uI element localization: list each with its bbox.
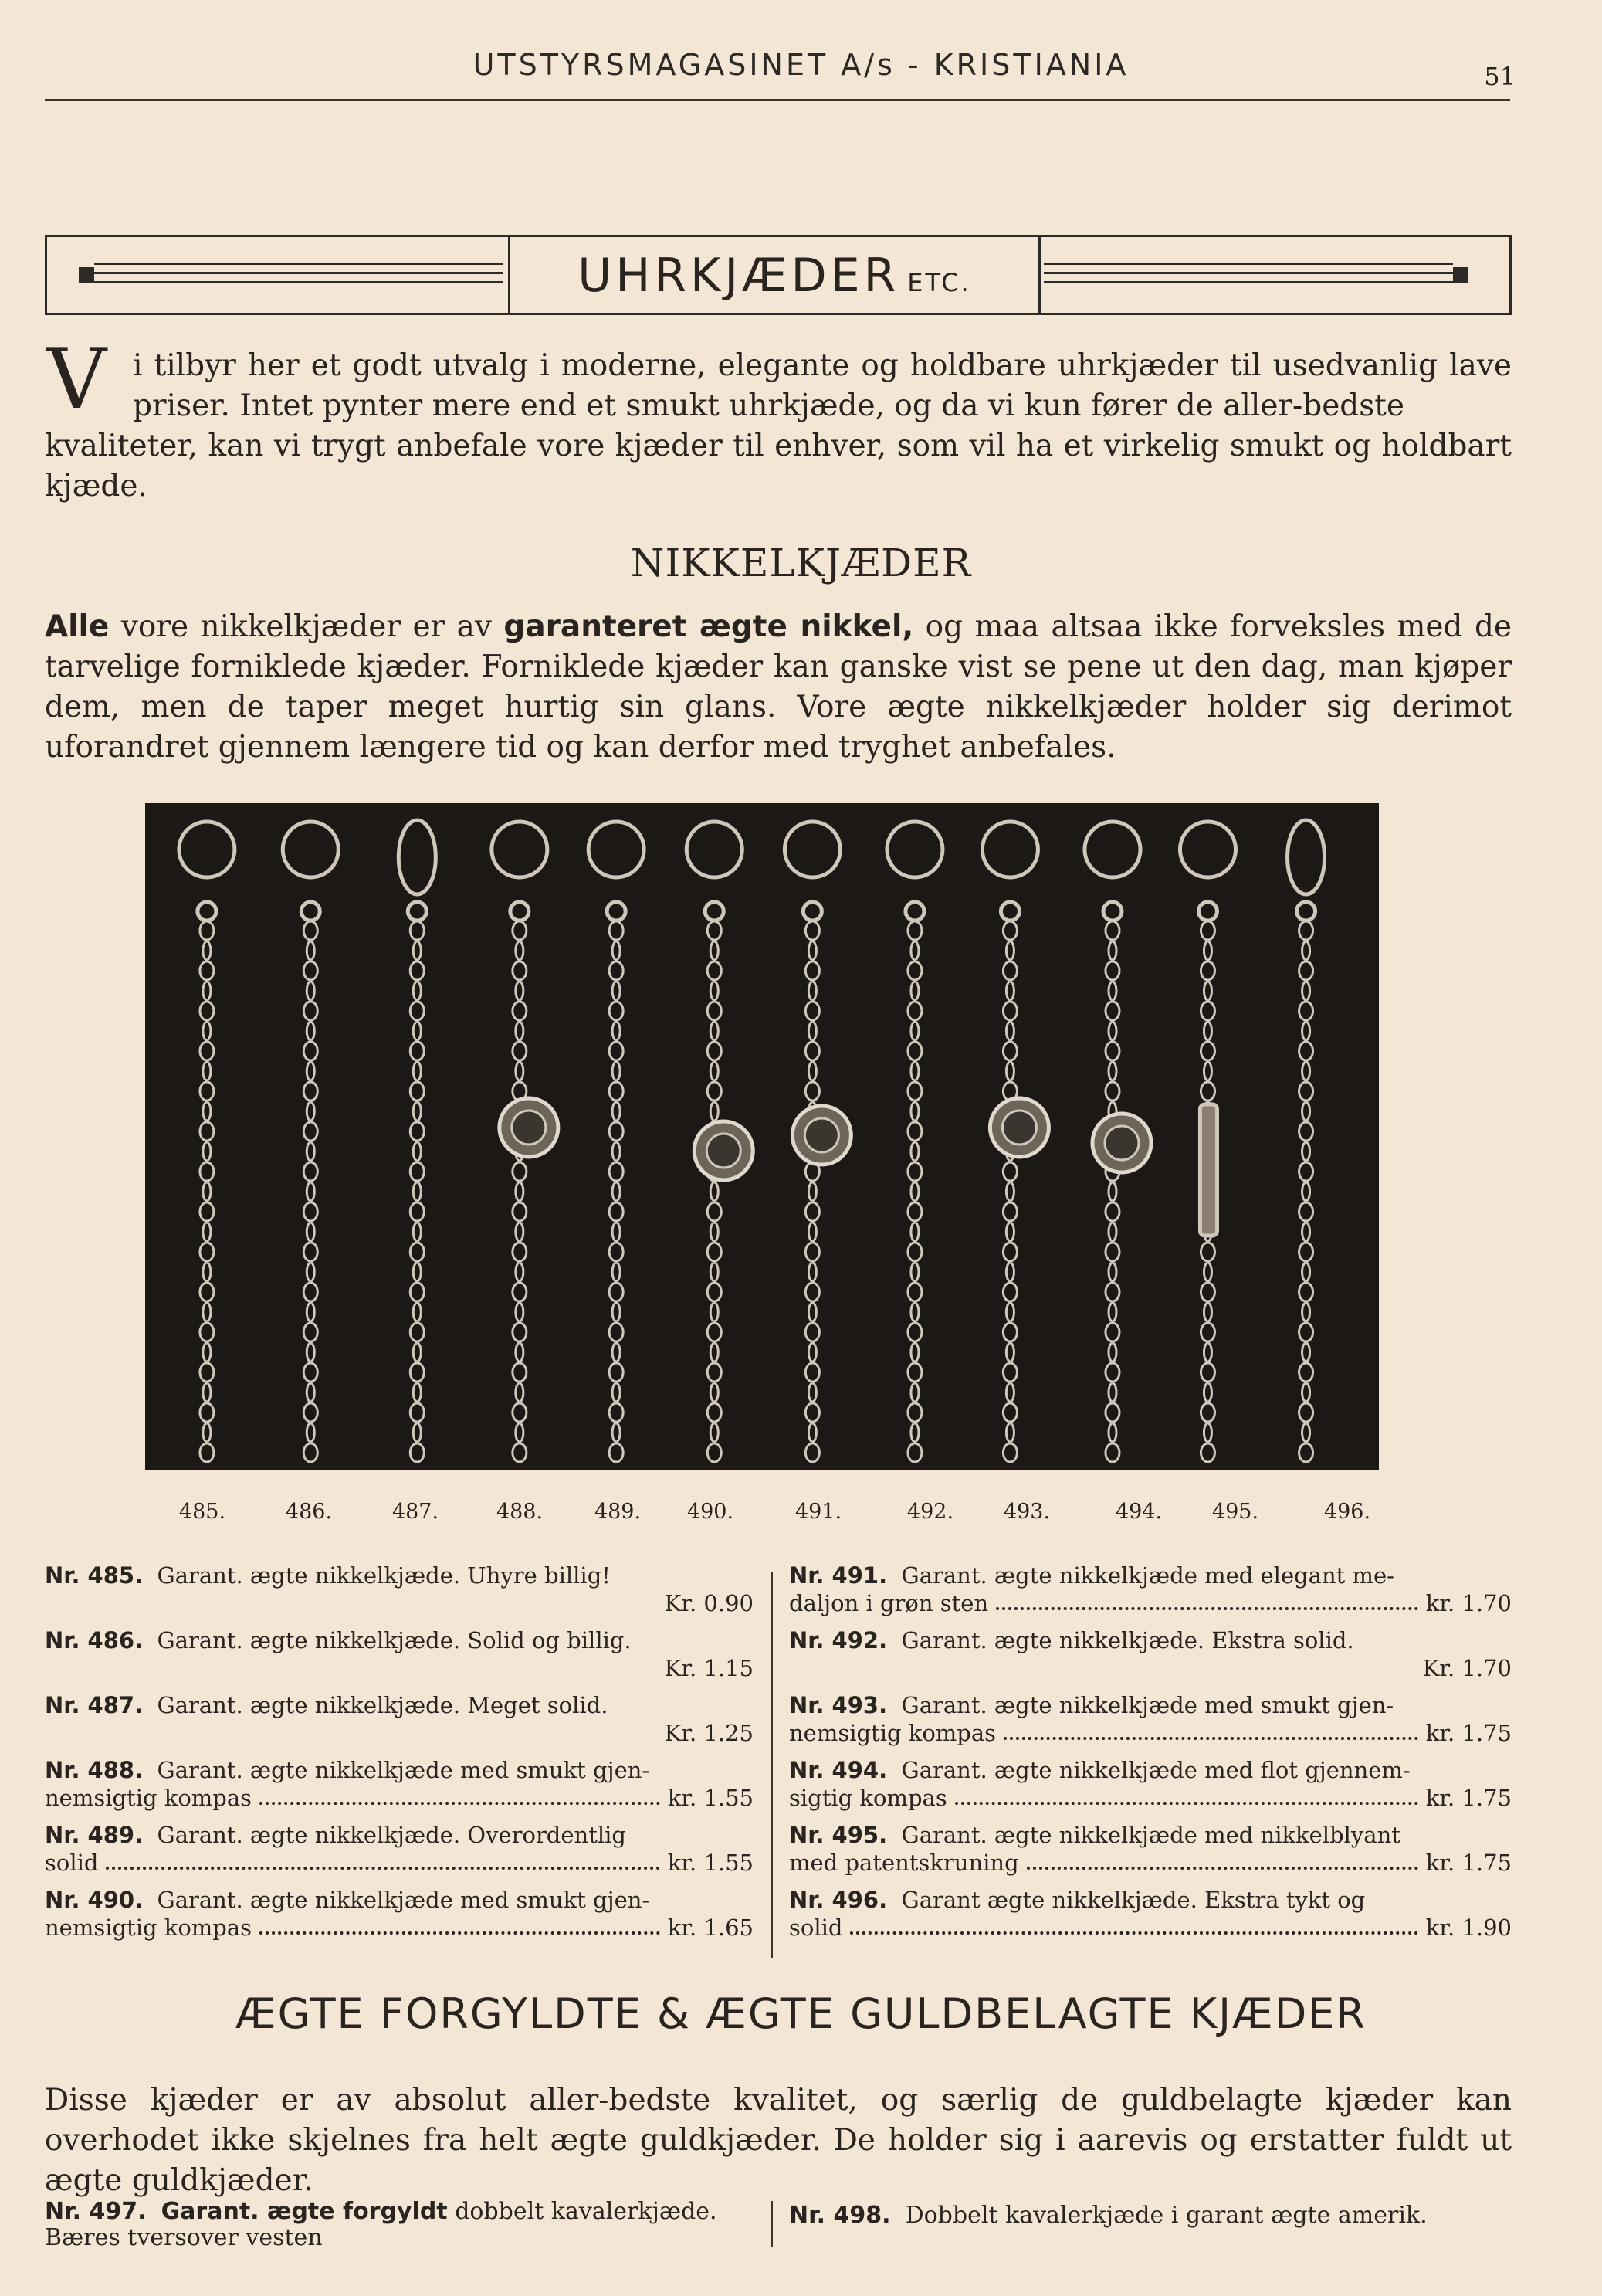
chain-label: 492. — [906, 1500, 954, 1524]
dot-leader — [259, 1931, 660, 1935]
product-number: Nr. 492. — [789, 1627, 888, 1653]
nikkel-text-a: vore nikkelkjæder er av — [109, 609, 504, 644]
product-description: Garant ægte nikkelkjæde. Ekstra tykt og — [901, 1887, 1366, 1913]
product-description: Garant. ægte nikkelkjæde. Uhyre billig! — [157, 1562, 611, 1589]
product-price: kr. 1.55 — [667, 1850, 754, 1876]
product-number: Nr. 485. — [45, 1562, 144, 1589]
product-description: Garant. ægte nikkelkjæde med smukt gjen- — [157, 1887, 650, 1913]
product-description: Dobbelt kavalerkjæde i garant ægte amerik. — [905, 2202, 1428, 2229]
nikkel-lead-bold: Alle — [45, 609, 110, 644]
product-number: Nr. 489. — [45, 1822, 144, 1848]
chain-label: 491. — [794, 1500, 842, 1524]
product-number: Nr. 498. — [789, 2202, 891, 2229]
nikkel-heading: NIKKELKJÆDER — [630, 541, 972, 585]
compass-face — [706, 1134, 740, 1168]
intro-dropcap: V — [46, 331, 107, 428]
product-price: kr. 1.55 — [667, 1785, 754, 1811]
product-description: Garant. ægte nikkelkjæde med smukt gjen- — [901, 1692, 1394, 1718]
product-number: Nr. 491. — [789, 1562, 888, 1589]
column-divider — [771, 1572, 773, 1958]
product-entry — [45, 1562, 754, 1617]
product-description-cont: sigtig kompas — [789, 1785, 947, 1811]
product-entry — [789, 1886, 1512, 1942]
dot-leader — [996, 1607, 1418, 1610]
price-list-right — [789, 1562, 1512, 1951]
chain-label: 494. — [1115, 1500, 1163, 1524]
chain-label: 490. — [686, 1500, 734, 1524]
compass-face — [1105, 1126, 1139, 1160]
pencil-pendant — [1200, 1104, 1217, 1236]
compass-face — [1002, 1111, 1036, 1145]
product-price: kr. 1.75 — [1425, 1785, 1512, 1811]
section-title-main: UHRKJÆDER — [577, 249, 900, 303]
gold-entry-right — [789, 2203, 1512, 2229]
section-title-suffix: ETC. — [907, 268, 971, 297]
column-divider — [771, 2201, 773, 2247]
chain-label: 485. — [178, 1500, 226, 1524]
product-number: Nr. 490. — [45, 1887, 144, 1913]
ornament-line-right-mid — [1044, 272, 1453, 274]
product-price: Kr. 1.15 — [664, 1655, 754, 1681]
product-description: Garant. ægte nikkelkjæde med smukt gjen- — [157, 1757, 650, 1783]
product-description: Garant. ægte nikkelkjæde. Solid og billig. — [157, 1627, 632, 1653]
page-header-title: UTSTYRSMAGASINET A/s - KRISTIANIA — [472, 48, 1130, 82]
product-price: kr. 1.65 — [667, 1914, 754, 1941]
product-description: Garant. ægte nikkelkjæde. Meget solid. — [157, 1692, 608, 1718]
product-number: Nr. 495. — [789, 1822, 888, 1848]
nikkel-paragraph — [45, 607, 1512, 768]
product-entry — [789, 1626, 1512, 1682]
ornament-line-right-top — [1044, 263, 1453, 265]
dot-leader — [850, 1931, 1417, 1935]
product-description: Garant. ægte nikkelkjæde med nikkelblyant — [901, 1822, 1400, 1848]
chain-label: 495. — [1211, 1500, 1259, 1524]
product-description-cont: solid — [789, 1914, 843, 1941]
compass-face — [804, 1118, 838, 1152]
product-price: Kr. 1.70 — [1422, 1655, 1512, 1681]
product-number: Nr. 494. — [789, 1757, 888, 1783]
product-entry — [45, 1886, 754, 1942]
product-price: kr. 1.90 — [1425, 1914, 1512, 1941]
section-title — [508, 249, 1041, 303]
product-description: dobbelt kavalerkjæde. — [455, 2198, 717, 2225]
header-rule — [45, 99, 1510, 101]
dot-leader — [259, 1802, 660, 1805]
nikkel-bold-phrase: garanteret ægte nikkel, — [503, 609, 914, 644]
product-price: Kr. 0.90 — [664, 1590, 754, 1616]
product-entry — [45, 1691, 754, 1747]
product-description-cont: nemsigtig kompas — [45, 1785, 252, 1811]
product-description: Garant. ægte nikkelkjæde med elegant me- — [901, 1562, 1394, 1589]
ornament-square-left — [79, 267, 94, 283]
ornament-line-right-bottom — [1044, 281, 1453, 283]
product-entry — [789, 1756, 1512, 1812]
chain-label: 489. — [594, 1500, 642, 1524]
gold-heading: ÆGTE FORGYLDTE & ÆGTE GULDBELAGTE KJÆDER — [235, 1989, 1367, 2038]
product-description: Garant. ægte nikkelkjæde. Overordentlig — [157, 1822, 626, 1848]
dot-leader — [106, 1867, 659, 1870]
product-number: Nr. 487. — [45, 1692, 144, 1718]
chain-label: 486. — [285, 1500, 333, 1524]
product-price: Kr. 1.25 — [664, 1720, 754, 1746]
product-description-cont: solid — [45, 1850, 99, 1876]
product-entry — [789, 1821, 1512, 1877]
ornament-line-left-mid — [94, 272, 503, 274]
ornament-line-left-bottom — [94, 281, 503, 283]
product-number: Nr. 493. — [789, 1692, 888, 1718]
product-price: kr. 1.70 — [1425, 1590, 1512, 1616]
ornament-square-right — [1453, 267, 1468, 283]
ornament-line-left-top — [94, 263, 503, 265]
product-entry — [45, 1821, 754, 1877]
product-description-cont: nemsigtig kompas — [789, 1720, 997, 1746]
product-description: Garant. ægte nikkelkjæde. Ekstra solid. — [901, 1627, 1354, 1653]
chains-photo — [145, 803, 1379, 1470]
nikkel-text-b: og maa altsaa ikke forveksles med de tarvelige forniklede kjæder. Forniklede kjæder kan ganske vist se pene ut den dag, man kjøper dem, men de taper meget hurtig sin glans. Vore ægte nikkelkjæder holder sig derimot uforandret gjennem længere tid og kan derfor med tryghet anbefales. — [45, 609, 1512, 765]
product-number: Nr. 497. — [45, 2198, 147, 2225]
gold-intro: Disse kjæder er av absolut aller-bedste kvalitet, og særlig de guldbelagte kjæder kan overhodet ikke skjelnes fra helt ægte guldkjæder. De holder sig i aarevis og erstatter fuldt ut ægte guldkjæder. — [45, 2083, 1512, 2198]
product-description-cont: med patentskruning — [789, 1850, 1019, 1876]
intro-text-part1: i tilbyr her et godt utvalg i moderne, elegante og holdbare uhrkjæder til usedvanlig lave priser. Intet pynter mere end et smukt uhrkjæde, og da vi kun fører de aller-bedste — [133, 348, 1512, 423]
dot-leader — [955, 1802, 1418, 1805]
chain-label: 487. — [391, 1500, 439, 1524]
chain-label: 493. — [1003, 1500, 1051, 1524]
product-description-cont: daljon i grøn sten — [789, 1590, 989, 1616]
product-price: kr. 1.75 — [1425, 1850, 1512, 1876]
compass-face — [512, 1111, 546, 1145]
product-description-cont: Bæres tversover vesten — [45, 2224, 323, 2251]
product-number: Nr. 488. — [45, 1757, 144, 1783]
product-entry — [789, 1562, 1512, 1617]
product-number: Nr. 486. — [45, 1627, 144, 1653]
price-list-left — [45, 1562, 754, 1951]
gold-entry-left — [45, 2199, 771, 2251]
page-number: 51 — [1484, 62, 1516, 91]
product-number: Nr. 496. — [789, 1887, 888, 1913]
product-entry — [45, 1756, 754, 1812]
product-description-cont: nemsigtig kompas — [45, 1914, 252, 1941]
intro-text-part2: kvaliteter, kan vi trygt anbefale vore kjæder til enhver, som vil ha et virkelig smukt og holdbart kjæde. — [45, 429, 1512, 504]
chain-label: 488. — [496, 1500, 544, 1524]
dot-leader — [1004, 1737, 1418, 1740]
product-description: Garant. ægte nikkelkjæde med flot gjennem- — [901, 1757, 1411, 1783]
dot-leader — [1027, 1867, 1418, 1870]
product-bold-description: Garant. ægte forgyldt — [161, 2198, 448, 2225]
product-entry — [789, 1691, 1512, 1747]
product-entry — [45, 1626, 754, 1682]
chain-label: 496. — [1323, 1500, 1371, 1524]
product-price: kr. 1.75 — [1425, 1720, 1512, 1746]
